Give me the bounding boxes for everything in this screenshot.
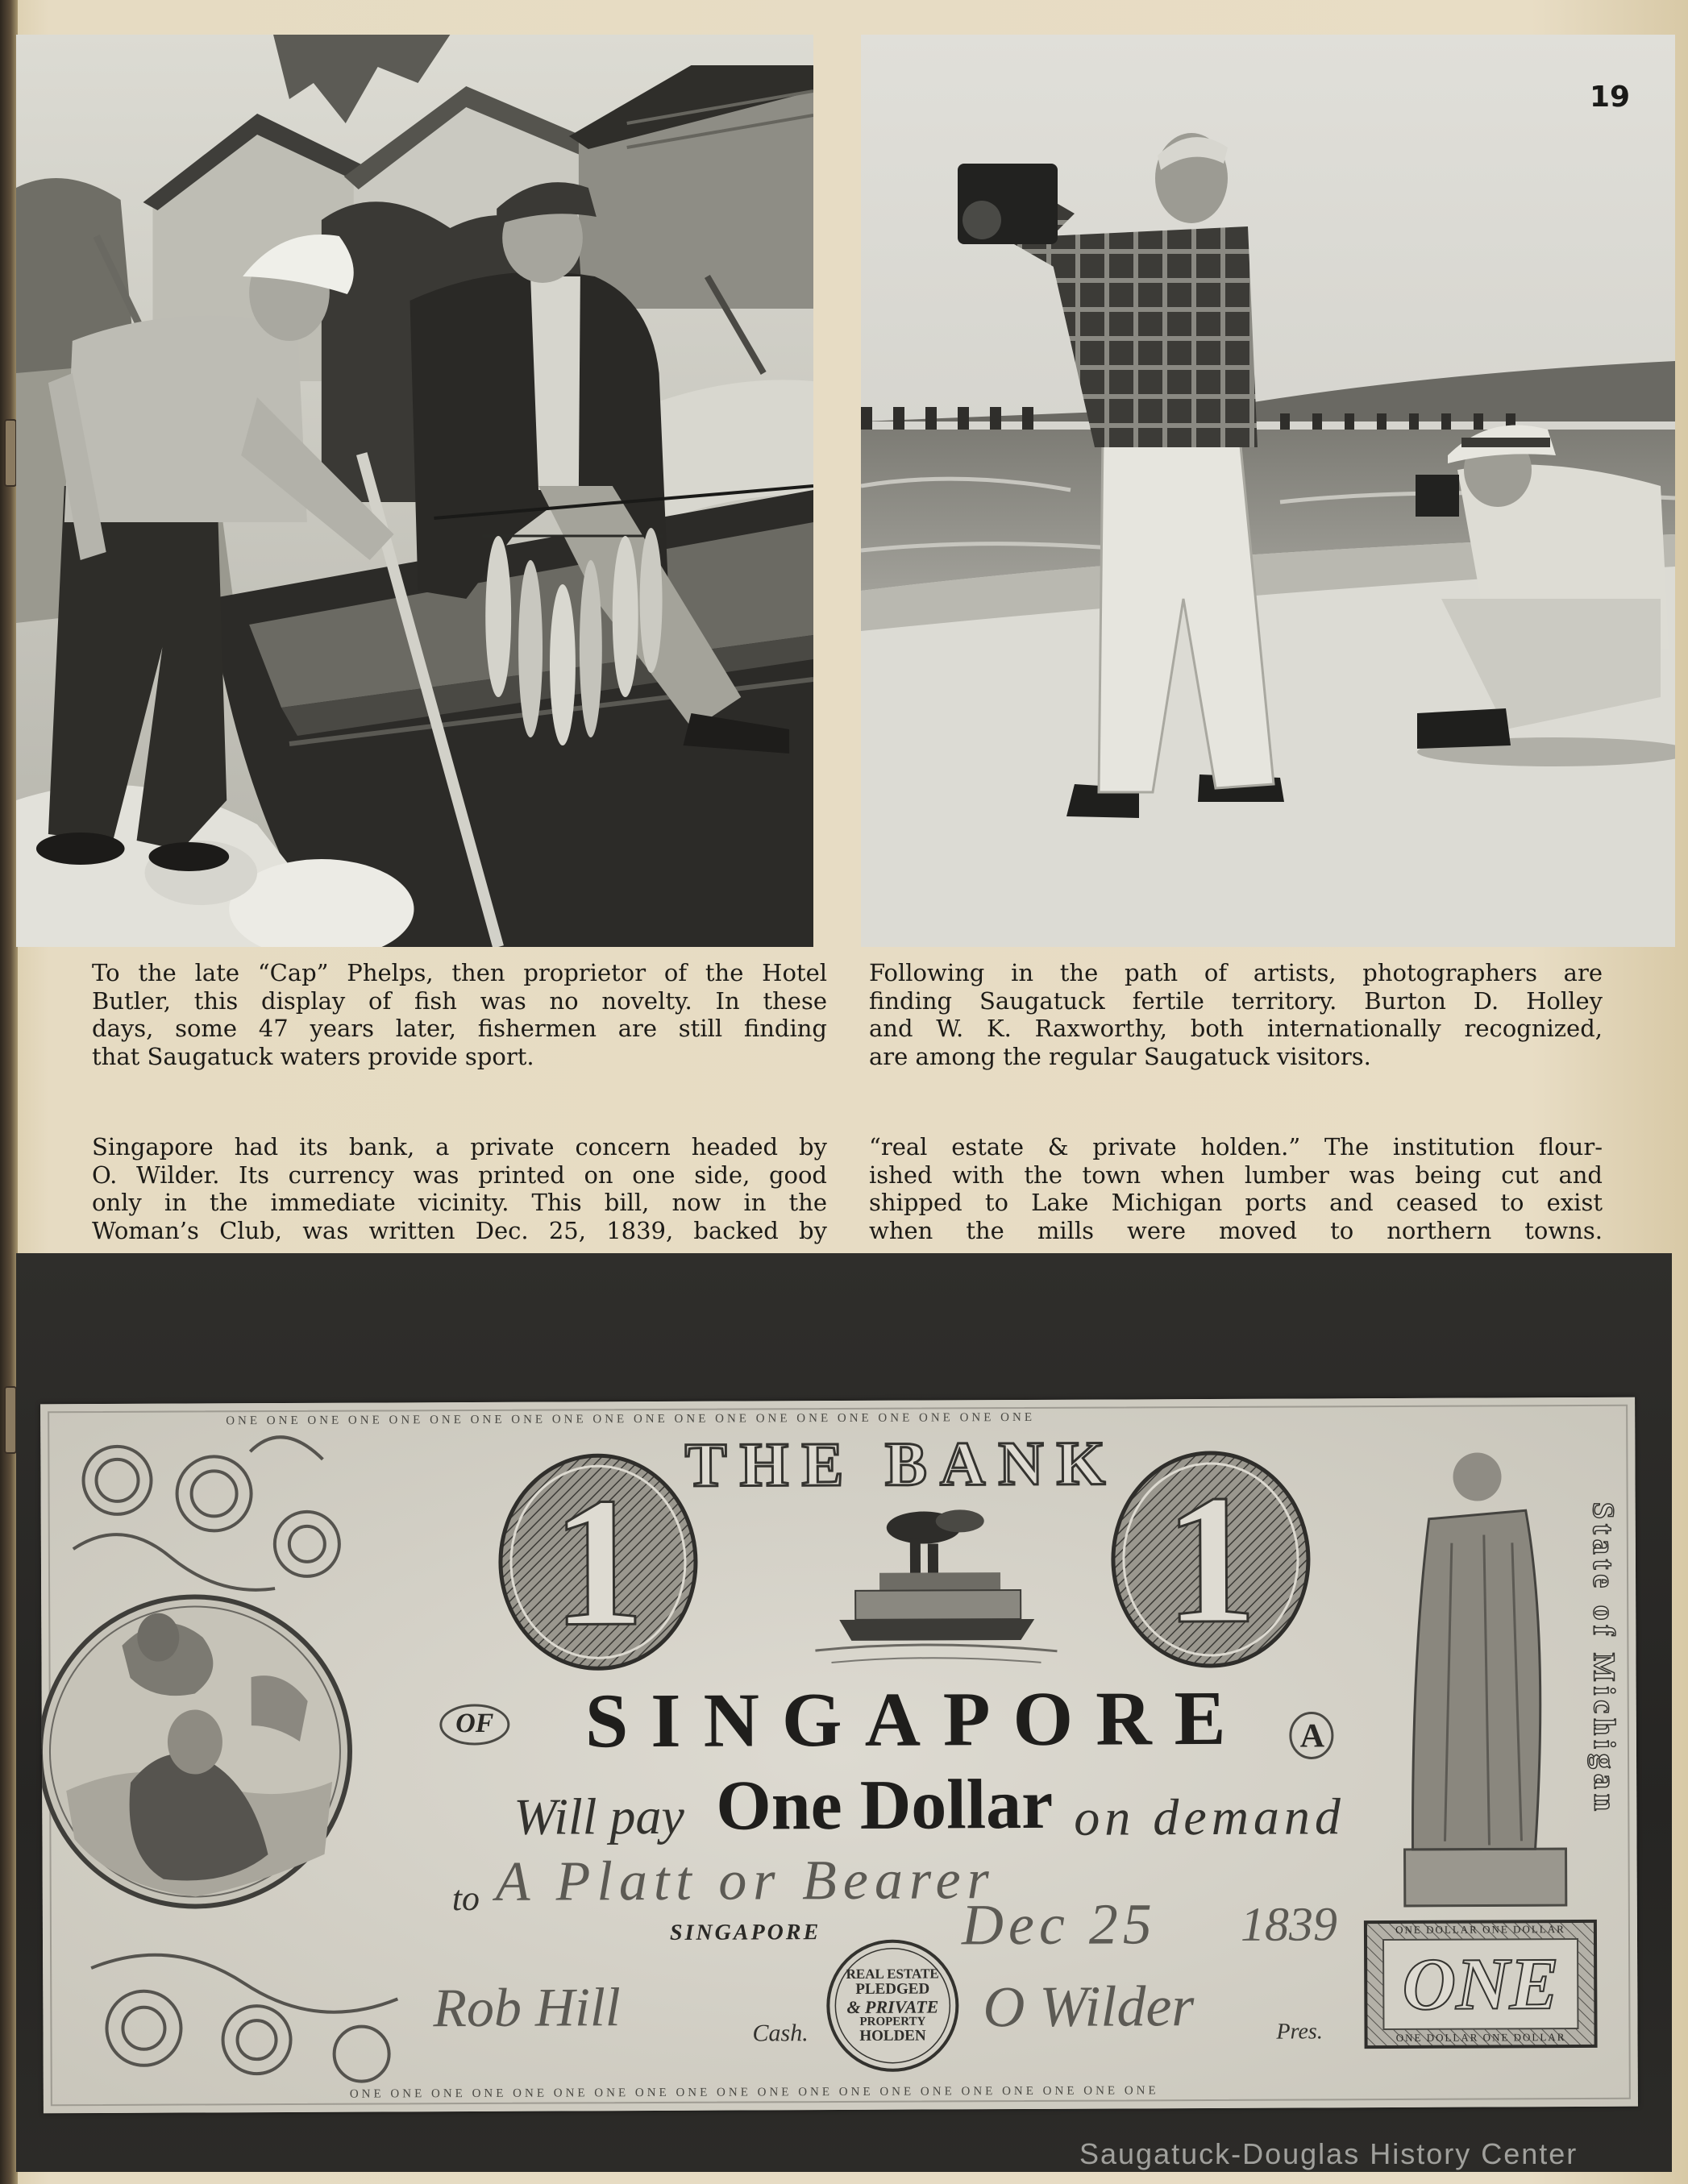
stamp-line: & PRIVATE <box>846 1995 939 2017</box>
staple <box>4 419 17 487</box>
photo-fishermen-with-catch <box>16 35 813 947</box>
pledge-stamp-text <box>836 1950 950 2061</box>
will-pay-text: Will pay <box>513 1787 685 1846</box>
cashier-signature: Rob Hill <box>433 1976 621 2039</box>
archive-watermark: Saugatuck-Douglas History Center <box>1079 2137 1578 2170</box>
story-line: “real estate & private holden.” The institution flour- <box>869 1133 1603 1161</box>
border-top-text: ONE ONE ONE ONE ONE ONE ONE ONE ONE ONE ONE ONE ONE ONE ONE ONE ONE ONE ONE ONE <box>226 1410 1036 1428</box>
place-label: SINGAPORE <box>669 1920 821 1945</box>
allegory-vignette <box>40 1596 351 1908</box>
caption-line: Following in the path of artists, photographers are <box>869 959 1603 986</box>
caption-line: Butler, this display of fish was no novelty. In these <box>92 986 827 1015</box>
caption-fishing <box>92 959 827 1070</box>
corner-one-word: ONE <box>1402 1942 1560 2025</box>
year-handwriting: 1839 <box>1240 1897 1338 1951</box>
camera-icon <box>1416 475 1459 517</box>
story-line: ished with the town when lumber was being cut and <box>869 1161 1603 1189</box>
caption-line: are among the regular Saugatuck visitors. <box>869 1042 1371 1070</box>
state-label: State of Michigan <box>1586 1501 1622 1817</box>
stamp-line: HOLDEN <box>859 2027 926 2045</box>
bank-story-right <box>869 1133 1603 1244</box>
caption-line: finding Saugatuck fertile territory. Burton D. Holley <box>869 986 1603 1015</box>
to-text: to <box>451 1878 480 1919</box>
border-bottom-text: ONE ONE ONE ONE ONE ONE ONE ONE ONE ONE ONE ONE ONE ONE ONE ONE ONE ONE ONE ONE <box>349 2084 1159 2101</box>
corner-border-top: ONE DOLLAR ONE DOLLAR <box>1395 1923 1565 1936</box>
numeral-left: 1 <box>551 1459 646 1665</box>
plate-letter: A <box>1299 1717 1325 1755</box>
corner-border-bottom: ONE DOLLAR ONE DOLLAR <box>1395 2031 1566 2044</box>
staple <box>4 1386 17 1454</box>
story-line: Woman’s Club, was written Dec. 25, 1839, backed by <box>92 1216 827 1244</box>
photo-photographers-on-beach <box>861 35 1675 947</box>
caption-line: and W. K. Raxworthy, both internationally recognized, <box>869 1015 1603 1042</box>
caption-photographers <box>869 959 1603 1070</box>
page-binding-edge <box>0 0 18 2184</box>
date-handwriting: Dec 25 <box>961 1891 1158 1958</box>
amount-text: One Dollar <box>716 1765 1054 1846</box>
note-title: THE BANK <box>684 1427 1119 1500</box>
bank-name: SINGAPORE <box>584 1674 1249 1764</box>
caption-line: days, some 47 years later, fishermen are still finding <box>92 1015 827 1042</box>
page-number: 19 <box>1590 81 1631 114</box>
story-line: only in the immediate vicinity. This bill, now in the <box>92 1189 827 1216</box>
president-label: Pres. <box>1276 2019 1323 2045</box>
numeral-right: 1 <box>1163 1455 1258 1663</box>
cashier-label: Cash. <box>752 2020 809 2047</box>
president-signature: O Wilder <box>983 1974 1195 2040</box>
story-line: O. Wilder. Its currency was printed on one side, good <box>92 1161 827 1189</box>
on-demand-text: on demand <box>1074 1787 1346 1846</box>
caption-line: that Saugatuck waters provide sport. <box>92 1042 534 1070</box>
stamp-line: PROPERTY <box>859 2015 926 2028</box>
payee-handwriting: A Platt or Bearer <box>495 1849 996 1913</box>
stamp-line: PLEDGED <box>855 1980 930 1998</box>
caption-line: To the late “Cap” Phelps, then proprietor of the Hotel <box>92 959 827 986</box>
story-line: Singapore had its bank, a private concern headed by <box>92 1133 827 1161</box>
story-line: shipped to Lake Michigan ports and ceased to exist <box>869 1189 1603 1216</box>
singapore-banknote <box>40 1397 1638 2114</box>
stamp-line: REAL ESTATE <box>846 1966 939 1982</box>
story-line: when the mills were moved to northern towns. <box>869 1216 1603 1244</box>
bank-story-left <box>92 1133 827 1244</box>
of-label: OF <box>455 1708 494 1739</box>
